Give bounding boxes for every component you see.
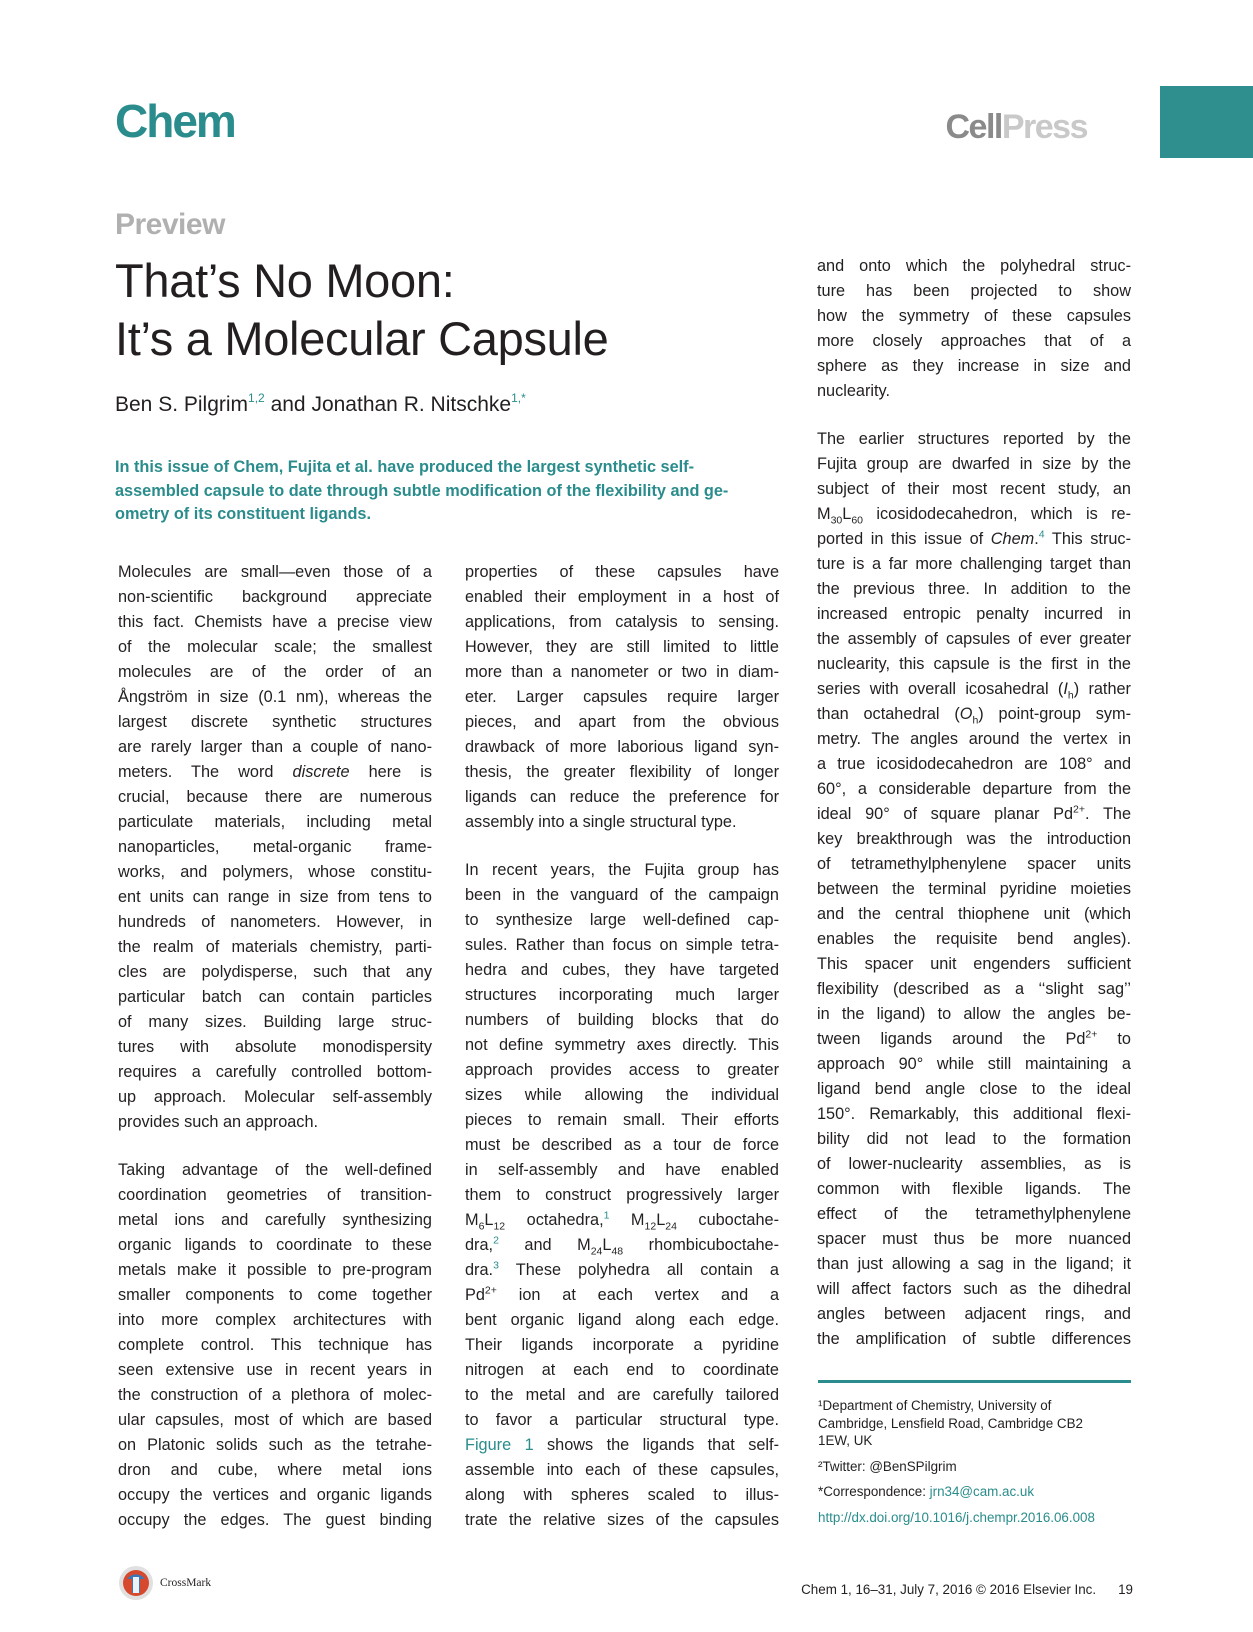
body-line: coordination geometries of transition- bbox=[118, 1186, 432, 1204]
body-line: than octahedral $(O_h)$ point-group sym- bbox=[817, 705, 1131, 727]
body-line: up approach. Molecular self-assembly bbox=[118, 1088, 432, 1106]
page-footer bbox=[801, 1582, 1133, 1597]
body-line: hedra and cubes, they have targeted bbox=[465, 961, 779, 979]
body-line: Figure 1 shows the ligands that self- bbox=[465, 1436, 779, 1454]
body-line: Molecules are small—even those of a bbox=[118, 563, 432, 581]
body-line: of the molecular scale; the smallest bbox=[118, 638, 432, 656]
body-line: the realm of materials chemistry, parti- bbox=[118, 938, 432, 956]
affiliation-2: ²Twitter: @BenSPilgrim bbox=[818, 1458, 957, 1474]
body-line: $M_6L_{12}$ octahedra,$^1$ $M_{12}L_{24}$ cuboctahe- bbox=[465, 1209, 779, 1233]
author-2-affiliation: 1,* bbox=[511, 391, 526, 405]
body-line: nuclearity, this capsule is the first in the bbox=[817, 655, 1131, 673]
standfirst-line: In this issue of Chem, Fujita et al. have produced the largest synthetic self- bbox=[115, 458, 695, 476]
body-line: effect of the tetramethylphenylene bbox=[817, 1205, 1131, 1223]
body-line: nanoparticles, metal-organic frame- bbox=[118, 838, 432, 856]
body-line: subject of their most recent study, an bbox=[817, 480, 1131, 498]
body-line: sules. Rather than focus on simple tetra- bbox=[465, 936, 779, 954]
body-line: them to construct progressively larger bbox=[465, 1186, 779, 1204]
body-line: organic ligands to coordinate to these bbox=[118, 1236, 432, 1254]
body-line: more closely approaches that of a bbox=[817, 332, 1131, 350]
body-line: been in the vanguard of the campaign bbox=[465, 886, 779, 904]
body-line: enabled their employment in a host of bbox=[465, 588, 779, 606]
body-line: works, and polymers, whose constitu- bbox=[118, 863, 432, 881]
body-line: assemble into each of these capsules, bbox=[465, 1461, 779, 1479]
body-line: in the ligand) to allow the angles be- bbox=[817, 1005, 1131, 1023]
body-line: tween ligands around the $Pd^{2+}$ to bbox=[817, 1028, 1131, 1048]
body-line: on Platonic solids such as the tetrahe- bbox=[118, 1436, 432, 1454]
standfirst-line: ometry of its constituent ligands. bbox=[115, 505, 372, 523]
body-line: ported in this issue of Chem.$^4$ This struc- bbox=[817, 528, 1131, 548]
body-line: dra.$^3$ These polyhedra all contain a bbox=[465, 1259, 779, 1279]
body-line: Their ligands incorporate a pyridine bbox=[465, 1336, 779, 1354]
body-line: of lower-nuclearity assemblies, as is bbox=[817, 1155, 1131, 1173]
body-line: angles between adjacent rings, and bbox=[817, 1305, 1131, 1323]
affiliation-1-line: Cambridge, Lensfield Road, Cambridge CB2 bbox=[818, 1415, 1083, 1431]
doi-link[interactable]: http://dx.doi.org/10.1016/j.chempr.2016.06.008 bbox=[818, 1509, 1095, 1525]
journal-logo: Chem bbox=[115, 95, 235, 147]
body-line: meters. The word discrete here is bbox=[118, 763, 432, 781]
body-line: The earlier structures reported by the bbox=[817, 430, 1131, 448]
body-line: dra,$^2$ and $M_{24}L_{48}$ rhombicuboctahe- bbox=[465, 1234, 779, 1258]
body-line: structures incorporating much larger bbox=[465, 986, 779, 1004]
body-line: of many sizes. Building large struc- bbox=[118, 1013, 432, 1031]
standfirst bbox=[115, 456, 785, 527]
correspondence bbox=[818, 1483, 1131, 1501]
body-line: nuclearity. bbox=[817, 382, 890, 400]
body-line: occupy the edges. The guest binding bbox=[118, 1511, 432, 1529]
body-line: $Pd^{2+}$ ion at each vertex and a bbox=[465, 1284, 779, 1304]
body-line: ent units can range in size from tens to bbox=[118, 888, 432, 906]
body-line: a true icosidodecahedron are 108° and bbox=[817, 755, 1131, 773]
body-column-2 bbox=[465, 560, 779, 1533]
body-line: cles are polydisperse, such that any bbox=[118, 963, 432, 981]
body-line: increased entropic penalty incurred in bbox=[817, 605, 1131, 623]
body-line: ligand bend angle close to the ideal bbox=[817, 1080, 1131, 1098]
section-label: Preview bbox=[115, 208, 225, 241]
body-line: thesis, the greater flexibility of longer bbox=[465, 763, 779, 781]
body-line: hundreds of nanometers. However, in bbox=[118, 913, 432, 931]
body-line: 60°, a considerable departure from the bbox=[817, 780, 1131, 798]
correspondence-label: *Correspondence: bbox=[818, 1484, 930, 1499]
body-column-3 bbox=[817, 254, 1131, 1352]
body-line: ligands can reduce the preference for bbox=[465, 788, 779, 806]
body-line: more than a nanometer or two in diam- bbox=[465, 663, 779, 681]
affiliation-1 bbox=[818, 1397, 1131, 1450]
body-line: assembly into a single structural type. bbox=[465, 813, 737, 831]
body-line: non-scientific background appreciate bbox=[118, 588, 432, 606]
crossmark-label: CrossMark bbox=[160, 1577, 212, 1589]
article-title bbox=[115, 252, 609, 368]
footnotes bbox=[818, 1397, 1131, 1534]
author-connector: and bbox=[264, 393, 312, 416]
author-2: Jonathan R. Nitschke bbox=[311, 393, 512, 416]
body-line: the amplification of subtle differences bbox=[817, 1330, 1131, 1348]
body-line: bility did not lead to the formation bbox=[817, 1130, 1131, 1148]
body-line: pieces to remain small. Their efforts bbox=[465, 1111, 779, 1129]
body-line: approach 90° while still maintaining a bbox=[817, 1055, 1131, 1073]
body-line: particulate materials, including metal bbox=[118, 813, 432, 831]
standfirst-line: assembled capsule to date through subtle modification of the flexibility and ge- bbox=[115, 481, 729, 500]
body-line: ular capsules, most of which are based bbox=[118, 1411, 432, 1429]
body-line: nitrogen at each end to coordinate bbox=[465, 1361, 779, 1379]
body-line: metry. The angles around the vertex in bbox=[817, 730, 1131, 748]
body-line: However, they are still limited to little bbox=[465, 638, 779, 656]
body-line: to the metal and are carefully tailored bbox=[465, 1386, 779, 1404]
body-line: Ångström in size (0.1 nm), whereas the bbox=[118, 688, 432, 706]
title-line-2: It’s a Molecular Capsule bbox=[115, 312, 609, 365]
body-line: of tetramethylphenylene spacer units bbox=[817, 855, 1131, 873]
crossmark-badge[interactable] bbox=[118, 1565, 211, 1601]
body-line: numbers of building blocks that do bbox=[465, 1011, 779, 1029]
body-line: metals make it possible to pre-program bbox=[118, 1261, 432, 1279]
crossmark-icon bbox=[118, 1565, 154, 1601]
body-line: series with overall icosahedral $(I_h)$ rather bbox=[817, 680, 1131, 702]
body-line: trate the relative sizes of the capsules bbox=[465, 1511, 779, 1529]
body-line: flexibility (described as a ‘‘slight sag’’ bbox=[817, 980, 1131, 998]
body-line: to favor a particular structural type. bbox=[465, 1411, 779, 1429]
body-line: bent organic ligand along each edge. bbox=[465, 1311, 779, 1329]
body-line: the assembly of capsules of ever greater bbox=[817, 630, 1131, 648]
body-line: ideal 90° of square planar $Pd^{2+}$. The bbox=[817, 803, 1131, 823]
body-line: ture has been projected to show bbox=[817, 282, 1131, 300]
body-line: the previous three. In addition to the bbox=[817, 580, 1131, 598]
body-line: this fact. Chemists have a precise view bbox=[118, 613, 432, 631]
body-line: applications, from catalysis to sensing. bbox=[465, 613, 779, 631]
body-line: requires a carefully controlled bottom- bbox=[118, 1063, 432, 1081]
body-line: provides such an approach. bbox=[118, 1113, 319, 1131]
body-line: are rarely larger than a couple of nano- bbox=[118, 738, 432, 756]
body-line: smaller components to come together bbox=[118, 1286, 432, 1304]
body-line: and onto which the polyhedral struc- bbox=[817, 257, 1131, 275]
body-line: sizes while allowing the individual bbox=[465, 1086, 779, 1104]
body-line: sphere as they increase in size and bbox=[817, 357, 1131, 375]
body-line: molecules are of the order of an bbox=[118, 663, 432, 681]
body-line: tures with absolute monodispersity bbox=[118, 1038, 432, 1056]
author-1-affiliation: 1,2 bbox=[248, 391, 265, 405]
author-list bbox=[115, 391, 526, 416]
body-line: spacer must thus be more nuanced bbox=[817, 1230, 1131, 1248]
body-line: $M_{30}L_{60}$ icosidodecahedron, which is re- bbox=[817, 505, 1131, 527]
body-line: ture is a far more challenging target than bbox=[817, 555, 1131, 573]
body-line: approach provides access to greater bbox=[465, 1061, 779, 1079]
body-line: the construction of a plethora of molec- bbox=[118, 1386, 432, 1404]
body-line: 150°. Remarkably, this additional flexi- bbox=[817, 1105, 1131, 1123]
body-line: seen extensive use in recent years in bbox=[118, 1361, 432, 1379]
body-line: properties of these capsules have bbox=[465, 563, 779, 581]
body-line: key breakthrough was the introduction bbox=[817, 830, 1131, 848]
author-1: Ben S. Pilgrim bbox=[115, 393, 249, 416]
body-line: drawback of more laborious ligand syn- bbox=[465, 738, 779, 756]
body-line: metal ions and carefully synthesizing bbox=[118, 1211, 432, 1229]
publisher-cell: Cell bbox=[945, 108, 1002, 146]
publisher-press: Press bbox=[1001, 108, 1087, 146]
body-column-1 bbox=[118, 560, 432, 1533]
figure-link[interactable]: Figure 1 bbox=[465, 1436, 534, 1454]
body-line: eter. Larger capsules require larger bbox=[465, 688, 779, 706]
body-line: will affect factors such as the dihedral bbox=[817, 1280, 1131, 1298]
body-line: enables the requisite bend angles). bbox=[817, 930, 1131, 948]
citation: Chem 1, 16–31, July 7, 2016 © 2016 Elsevier Inc. bbox=[801, 1582, 1097, 1597]
email-link[interactable]: jrn34@cam.ac.uk bbox=[929, 1484, 1035, 1499]
body-line: particular batch can contain particles bbox=[118, 988, 432, 1006]
body-line: to synthesize large well-defined cap- bbox=[465, 911, 779, 929]
footnote-divider bbox=[818, 1380, 1131, 1383]
page-number: 19 bbox=[1118, 1582, 1133, 1597]
body-line: complete control. This technique has bbox=[118, 1336, 432, 1354]
body-line: This spacer unit engenders sufficient bbox=[817, 955, 1131, 973]
body-line: must be described as a tour de force bbox=[465, 1136, 779, 1154]
body-line: dron and cube, where metal ions bbox=[118, 1461, 432, 1479]
affiliation-1-line: ¹Department of Chemistry, University of bbox=[818, 1398, 1052, 1413]
body-line: in self-assembly and have enabled bbox=[465, 1161, 779, 1179]
body-line: Fujita group are dwarfed in size by the bbox=[817, 455, 1131, 473]
title-line-1: That’s No Moon: bbox=[115, 254, 455, 307]
body-line: along with spheres scaled to illus- bbox=[465, 1486, 779, 1504]
body-line: largest discrete synthetic structures bbox=[118, 713, 432, 731]
body-line: Taking advantage of the well-defined bbox=[118, 1161, 432, 1179]
body-line: into more complex architectures with bbox=[118, 1311, 432, 1329]
body-line: In recent years, the Fujita group has bbox=[465, 861, 779, 879]
body-line: occupy the vertices and organic ligands bbox=[118, 1486, 432, 1504]
body-line: and the central thiophene unit (which bbox=[817, 905, 1131, 923]
body-line: pieces, and apart from the obvious bbox=[465, 713, 779, 731]
corner-tab bbox=[1160, 86, 1253, 158]
body-line: common with flexible ligands. The bbox=[817, 1180, 1131, 1198]
affiliation-1-line: 1EW, UK bbox=[818, 1433, 873, 1448]
body-line: than just allowing a sag in the ligand; it bbox=[817, 1255, 1131, 1273]
body-line: crucial, because there are numerous bbox=[118, 788, 432, 806]
body-line: between the terminal pyridine moieties bbox=[817, 880, 1131, 898]
body-line: how the symmetry of these capsules bbox=[817, 307, 1131, 325]
body-line: not define symmetry axes directly. This bbox=[465, 1036, 779, 1054]
publisher-logo bbox=[946, 110, 1088, 144]
